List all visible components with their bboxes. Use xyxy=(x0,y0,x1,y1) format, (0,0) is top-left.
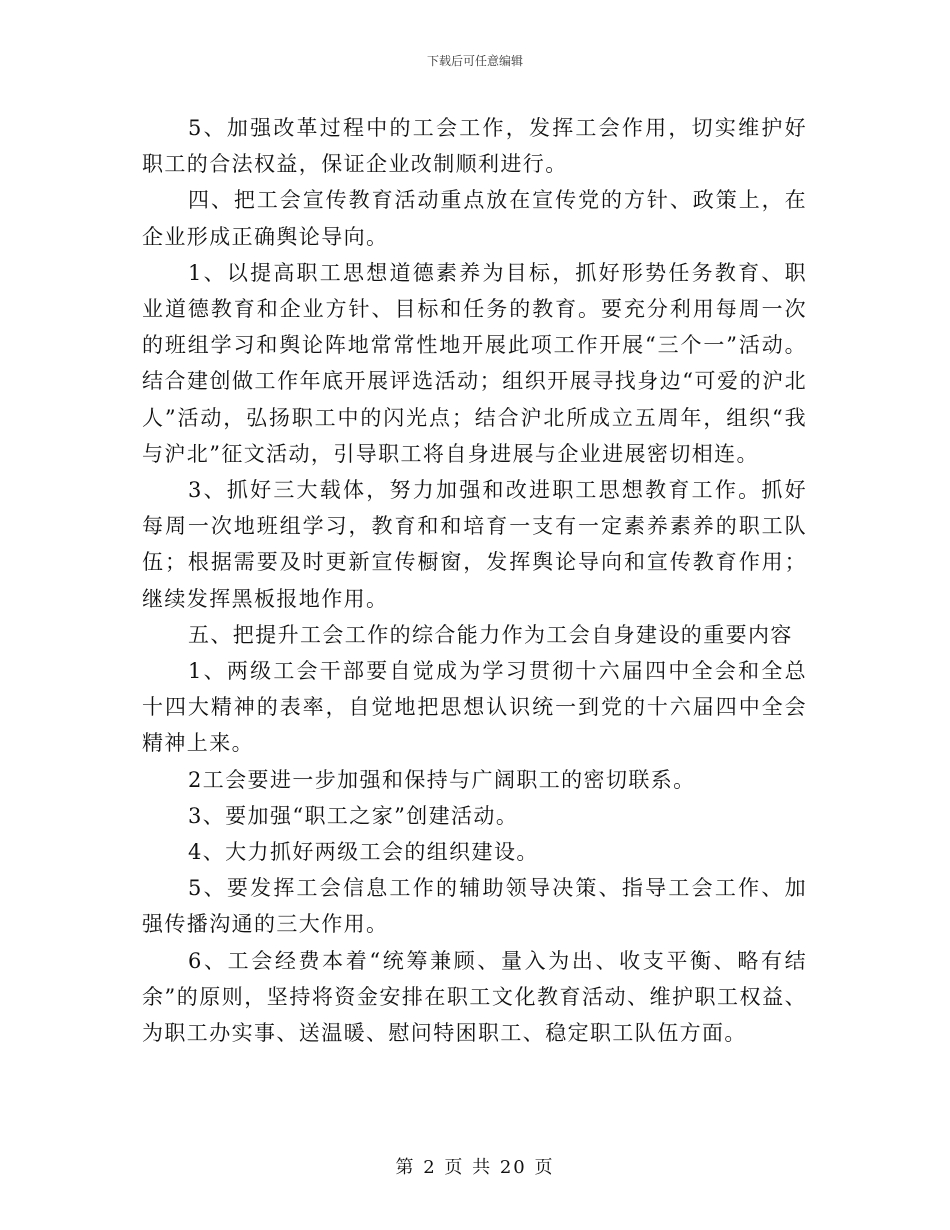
paragraph: 6、工会经费本着“统筹兼顾、量入为出、收支平衡、略有结余”的原则，坚持将资金安排在职工文化教育活动、维护职工权益、为职工办实事、送温暖、慰问特困职工、稳定职工队伍方面。 xyxy=(142,948,807,1046)
paragraph: 1、以提高职工思想道德素养为目标，抓好形势任务教育、职业道德教育和企业方针、目标和任务的教育。要充分利用每周一次的班组学习和舆论阵地常常性地开展此项工作开展“三个一”活动。结合建创做工作年底开展评选活动；组织开展寻找身边“可爱的沪北人”活动，弘扬职工中的闪光点；结合沪北所成立五周年，组织“我与沪北”征文活动，引导职工将自身进展与企业进展密切相连。 xyxy=(142,260,807,466)
paragraph: 3、要加强“职工之家”创建活动。 xyxy=(188,803,519,828)
paragraph: 1、两级工会干部要自觉成为学习贯彻十六届四中全会和全总十四大精神的表率，自觉地把思想认识统一到党的十六届四中全会精神上来。 xyxy=(142,659,807,756)
paragraph: 3、抓好三大载体，努力加强和改进职工思想教育工作。抓好每周一次地班组学习，教育和和培育一支有一定素养素养的职工队伍；根据需要及时更新宣传橱窗，发挥舆论导向和宣传教育作用；继续发挥黑板报地作用。 xyxy=(142,478,807,611)
paragraph: 5、加强改革过程中的工会工作，发挥工会作用，切实维护好职工的合法权益，保证企业改制顺利进行。 xyxy=(142,116,807,177)
page-header: 下载后可任意编辑 xyxy=(426,54,523,68)
page-number: 第 2 页 共 20 页 xyxy=(395,1157,555,1178)
document-body xyxy=(142,110,807,1051)
paragraph: 5、要发挥工会信息工作的辅助领导决策、指导工会工作、加强传播沟通的三大作用。 xyxy=(142,876,807,937)
paragraph: 2工会要进一步加强和保持与广阔职工的密切联系。 xyxy=(188,767,696,792)
section-heading: 四、把工会宣传教育活动重点放在宣传党的方针、政策上，在企业形成正确舆论导向。 xyxy=(142,188,807,249)
section-heading: 五、把提升工会工作的综合能力作为工会自身建设的重要内容 xyxy=(188,622,793,647)
paragraph: 4、大力抓好两级工会的组织建设。 xyxy=(188,840,539,865)
